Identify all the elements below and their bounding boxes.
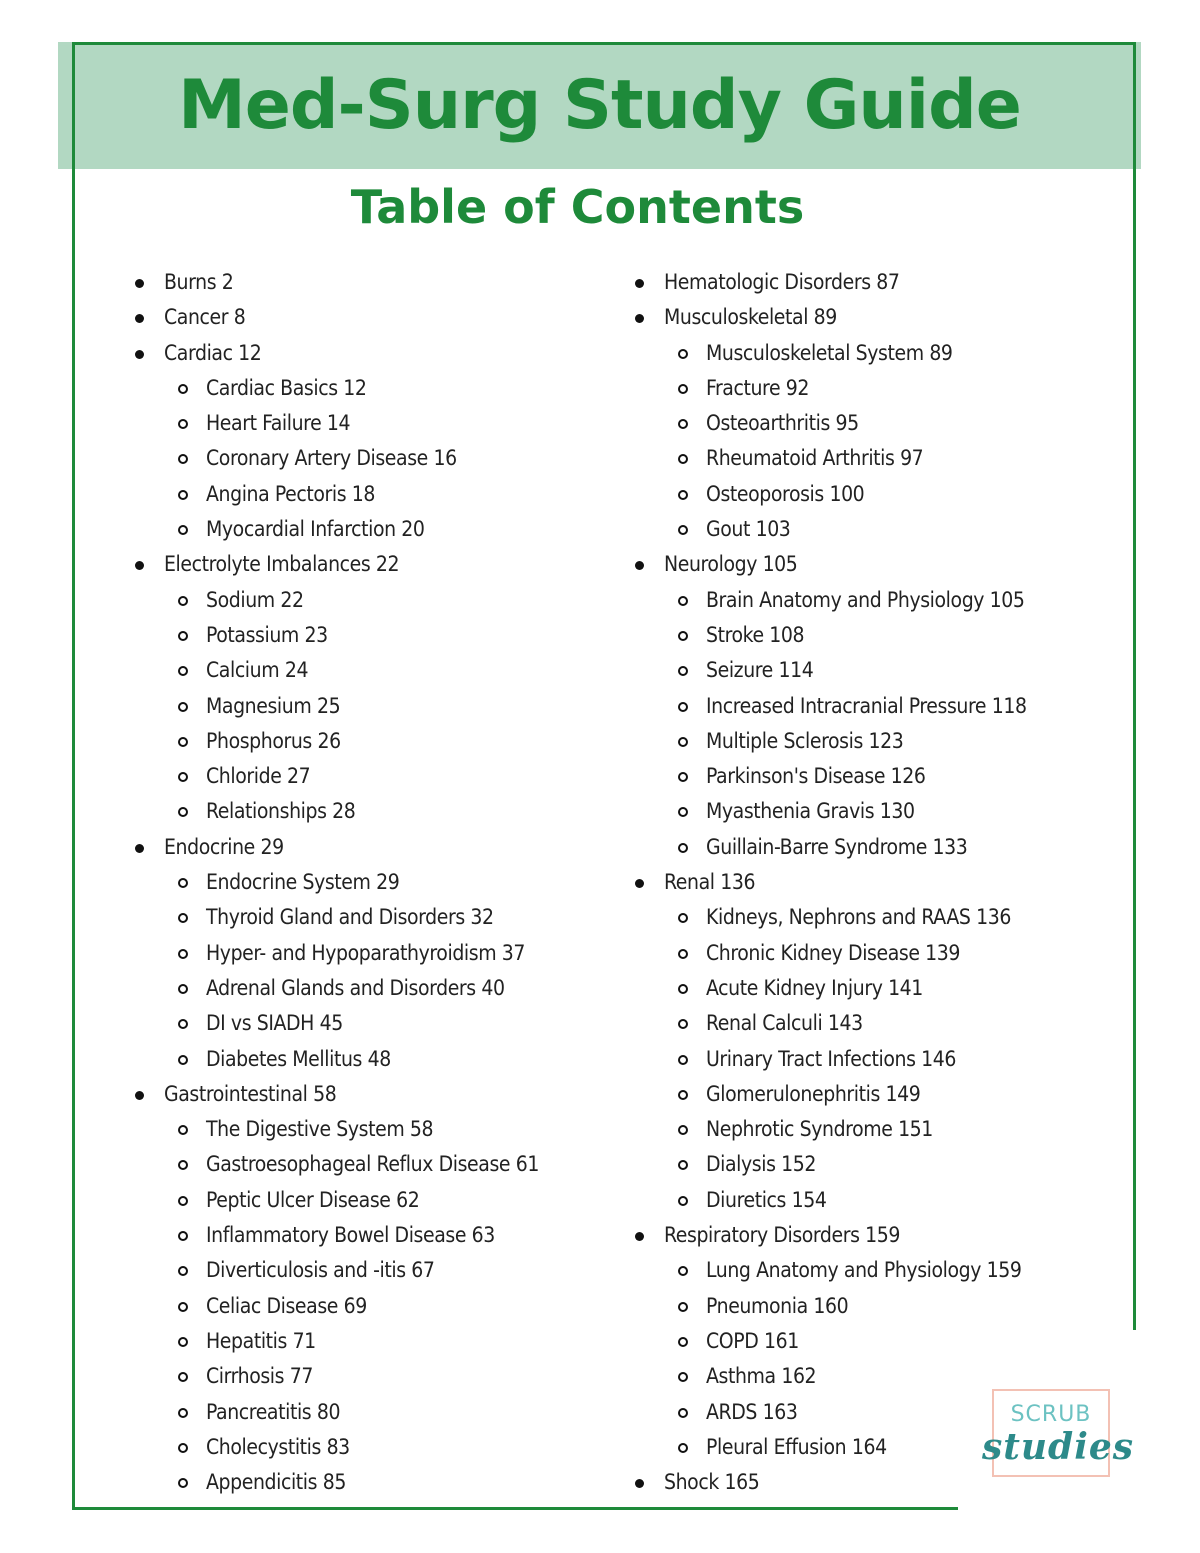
- bullet-ring-icon: [678, 1302, 688, 1312]
- bullet-ring-icon: [678, 843, 688, 853]
- toc-entry-text: Endocrine System 29: [206, 870, 400, 895]
- bullet-dot-icon: [635, 314, 644, 323]
- toc-entry-text: Cirrhosis 77: [206, 1364, 313, 1389]
- toc-subsection-entry: [130, 371, 600, 406]
- toc-subsection-entry: [630, 512, 1100, 547]
- toc-entry-text: Cancer 8: [164, 305, 246, 330]
- bullet-dot-icon: [635, 1232, 644, 1241]
- bullet-ring-icon: [678, 1196, 688, 1206]
- toc-subsection-entry: [130, 971, 600, 1006]
- toc-subsection-entry: [130, 900, 600, 935]
- toc-entry-text: Magnesium 25: [206, 693, 341, 718]
- toc-entry-text: Cardiac Basics 12: [206, 375, 367, 400]
- bullet-ring-icon: [678, 807, 688, 817]
- bullet-dot-icon: [135, 279, 144, 288]
- toc-entry-text: Neurology 105: [664, 552, 798, 577]
- bullet-ring-icon: [178, 1266, 188, 1276]
- logo-top-text: SCRUB: [1010, 1402, 1092, 1427]
- toc-entry-text: Parkinson's Disease 126: [706, 764, 926, 789]
- toc-subsection-entry: [130, 794, 600, 829]
- toc-subsection-entry: [130, 441, 600, 476]
- toc-section-entry: [130, 547, 600, 582]
- toc-subsection-entry: [630, 1324, 1100, 1359]
- scrub-studies-logo: [960, 1386, 1156, 1480]
- bullet-ring-icon: [678, 737, 688, 747]
- bullet-ring-icon: [178, 984, 188, 994]
- bullet-dot-icon: [135, 350, 144, 359]
- bullet-ring-icon: [678, 1266, 688, 1276]
- toc-entry-text: Renal Calculi 143: [706, 1011, 863, 1036]
- toc-entry-text: Myasthenia Gravis 130: [706, 799, 915, 824]
- toc-entry-text: Cholecystitis 83: [206, 1434, 350, 1459]
- toc-right-column: [630, 265, 1100, 1500]
- toc-subsection-entry: [130, 724, 600, 759]
- bullet-ring-icon: [678, 913, 688, 923]
- toc-subsection-entry: [130, 1395, 600, 1430]
- toc-entry-text: The Digestive System 58: [206, 1117, 434, 1142]
- toc-entry-text: Increased Intracranial Pressure 118: [706, 693, 1027, 718]
- toc-subsection-entry: [130, 1147, 600, 1182]
- toc-entry-text: Respiratory Disorders 159: [664, 1223, 901, 1248]
- bullet-ring-icon: [178, 1443, 188, 1453]
- toc-entry-text: Brain Anatomy and Physiology 105: [706, 587, 1025, 612]
- toc-subsection-entry: [630, 1112, 1100, 1147]
- toc-entry-text: Kidneys, Nephrons and RAAS 136: [706, 905, 1011, 930]
- toc-subsection-entry: [630, 830, 1100, 865]
- bullet-dot-icon: [635, 561, 644, 570]
- bullet-ring-icon: [678, 1443, 688, 1453]
- toc-entry-text: DI vs SIADH 45: [206, 1011, 343, 1036]
- bullet-ring-icon: [678, 666, 688, 676]
- toc-entry-text: Nephrotic Syndrome 151: [706, 1117, 933, 1142]
- toc-entry-text: Hyper- and Hypoparathyroidism 37: [206, 940, 526, 965]
- toc-subsection-entry: [630, 653, 1100, 688]
- toc-section-entry: [130, 830, 600, 865]
- toc-subsection-entry: [130, 1359, 600, 1394]
- toc-entry-text: ARDS 163: [706, 1399, 798, 1424]
- bullet-dot-icon: [135, 561, 144, 570]
- bullet-ring-icon: [178, 1302, 188, 1312]
- toc-subsection-entry: [630, 371, 1100, 406]
- toc-subsection-entry: [630, 618, 1100, 653]
- toc-entry-text: COPD 161: [706, 1328, 799, 1353]
- bullet-ring-icon: [678, 702, 688, 712]
- toc-entry-text: Diuretics 154: [706, 1187, 827, 1212]
- toc-subsection-entry: [130, 1183, 600, 1218]
- bullet-ring-icon: [678, 454, 688, 464]
- toc-section-entry: [630, 865, 1100, 900]
- toc-entry-text: Seizure 114: [706, 658, 814, 683]
- bullet-ring-icon: [678, 596, 688, 606]
- toc-subsection-entry: [630, 477, 1100, 512]
- bullet-ring-icon: [178, 807, 188, 817]
- toc-entry-text: Renal 136: [664, 870, 756, 895]
- bullet-ring-icon: [178, 1408, 188, 1418]
- toc-subsection-entry: [630, 1147, 1100, 1182]
- bullet-ring-icon: [178, 454, 188, 464]
- bullet-ring-icon: [678, 631, 688, 641]
- bullet-ring-icon: [678, 1372, 688, 1382]
- toc-entry-text: Stroke 108: [706, 622, 805, 647]
- toc-subsection-entry: [130, 1289, 600, 1324]
- toc-section-entry: [630, 265, 1100, 300]
- bullet-ring-icon: [678, 1160, 688, 1170]
- toc-subsection-entry: [130, 1112, 600, 1147]
- toc-entry-text: Asthma 162: [706, 1364, 817, 1389]
- toc-subsection-entry: [630, 1253, 1100, 1288]
- bullet-ring-icon: [678, 772, 688, 782]
- bullet-ring-icon: [678, 1408, 688, 1418]
- bullet-ring-icon: [178, 419, 188, 429]
- toc-entry-text: Dialysis 152: [706, 1152, 816, 1177]
- toc-entry-text: Rheumatoid Arthritis 97: [706, 446, 924, 471]
- toc-entry-text: Multiple Sclerosis 123: [706, 728, 904, 753]
- toc-section-entry: [630, 1218, 1100, 1253]
- bullet-ring-icon: [678, 1019, 688, 1029]
- toc-entry-text: Peptic Ulcer Disease 62: [206, 1187, 420, 1212]
- toc-entry-text: Burns 2: [164, 270, 234, 294]
- bullet-dot-icon: [635, 1479, 644, 1488]
- toc-entry-text: Phosphorus 26: [206, 728, 341, 753]
- toc-entry-text: Osteoporosis 100: [706, 481, 865, 506]
- toc-entry-text: Gout 103: [706, 517, 791, 542]
- page-title: Med-Surg Study Guide: [178, 66, 1021, 145]
- bullet-ring-icon: [178, 1125, 188, 1135]
- toc-subsection-entry: [630, 1183, 1100, 1218]
- toc-heading: Table of Contents: [350, 180, 805, 234]
- bullet-ring-icon: [678, 490, 688, 500]
- bullet-ring-icon: [178, 702, 188, 712]
- toc-subsection-entry: [630, 1006, 1100, 1041]
- bullet-dot-icon: [135, 844, 144, 853]
- toc-entry-text: Cardiac 12: [164, 340, 262, 365]
- toc-entry-text: Urinary Tract Infections 146: [706, 1046, 956, 1071]
- bullet-ring-icon: [178, 1019, 188, 1029]
- bullet-ring-icon: [178, 1372, 188, 1382]
- toc-subsection-entry: [130, 1006, 600, 1041]
- toc-entry-text: Appendicitis 85: [206, 1470, 346, 1495]
- toc-subsection-entry: [630, 759, 1100, 794]
- toc-entry-text: Relationships 28: [206, 799, 356, 824]
- toc-entry-text: Adrenal Glands and Disorders 40: [206, 975, 505, 1000]
- bullet-ring-icon: [178, 666, 188, 676]
- bullet-ring-icon: [678, 949, 688, 959]
- toc-entry-text: Heart Failure 14: [206, 411, 351, 436]
- bullet-dot-icon: [135, 1091, 144, 1100]
- bullet-ring-icon: [678, 1090, 688, 1100]
- toc-entry-text: Gastroesophageal Reflux Disease 61: [206, 1152, 539, 1177]
- bullet-ring-icon: [678, 419, 688, 429]
- toc-entry-text: Lung Anatomy and Physiology 159: [706, 1258, 1022, 1283]
- toc-subsection-entry: [630, 794, 1100, 829]
- toc-entry-text: Acute Kidney Injury 141: [706, 975, 923, 1000]
- bullet-ring-icon: [178, 631, 188, 641]
- bullet-ring-icon: [178, 490, 188, 500]
- toc-subsection-entry: [630, 900, 1100, 935]
- toc-subsection-entry: [130, 512, 600, 547]
- toc-entry-text: Gastrointestinal 58: [164, 1081, 337, 1106]
- toc-subsection-entry: [130, 1324, 600, 1359]
- bullet-ring-icon: [178, 878, 188, 888]
- toc-entry-text: Celiac Disease 69: [206, 1293, 367, 1318]
- bullet-ring-icon: [678, 384, 688, 394]
- bullet-ring-icon: [178, 596, 188, 606]
- toc-subsection-entry: [130, 759, 600, 794]
- toc-subsection-entry: [130, 936, 600, 971]
- toc-subsection-entry: [630, 936, 1100, 971]
- toc-subsection-entry: [130, 1042, 600, 1077]
- bullet-ring-icon: [178, 1196, 188, 1206]
- toc-entry-text: Angina Pectoris 18: [206, 481, 376, 506]
- bullet-ring-icon: [678, 349, 688, 359]
- logo-script-text: studies: [981, 1426, 1135, 1468]
- toc-entry-text: Myocardial Infarction 20: [206, 517, 425, 542]
- toc-subsection-entry: [130, 477, 600, 512]
- bullet-ring-icon: [678, 1337, 688, 1347]
- toc-entry-text: Diverticulosis and -itis 67: [206, 1258, 435, 1283]
- toc-subsection-entry: [130, 618, 600, 653]
- toc-entry-text: Hematologic Disorders 87: [664, 270, 900, 294]
- toc-subsection-entry: [130, 865, 600, 900]
- bullet-ring-icon: [178, 1055, 188, 1065]
- toc-entry-text: Musculoskeletal System 89: [706, 340, 953, 365]
- toc-subsection-entry: [130, 583, 600, 618]
- toc-section-entry: [630, 547, 1100, 582]
- toc-section-entry: [630, 300, 1100, 335]
- toc-section-entry: [130, 336, 600, 371]
- bullet-ring-icon: [178, 1337, 188, 1347]
- bullet-ring-icon: [178, 1231, 188, 1241]
- toc-entry-text: Potassium 23: [206, 622, 328, 647]
- bullet-ring-icon: [178, 913, 188, 923]
- toc-entry-text: Inflammatory Bowel Disease 63: [206, 1223, 495, 1248]
- bullet-ring-icon: [178, 772, 188, 782]
- toc-subsection-entry: [630, 1289, 1100, 1324]
- toc-entry-text: Fracture 92: [706, 375, 810, 400]
- toc-subsection-entry: [630, 971, 1100, 1006]
- toc-entry-text: Coronary Artery Disease 16: [206, 446, 457, 471]
- toc-entry-text: Glomerulonephritis 149: [706, 1081, 921, 1106]
- toc-entry-text: Osteoarthritis 95: [706, 411, 859, 436]
- toc-subsection-entry: [630, 441, 1100, 476]
- toc-subsection-entry: [630, 406, 1100, 441]
- toc-entry-text: Shock 165: [664, 1470, 760, 1495]
- toc-entry-text: Hepatitis 71: [206, 1328, 316, 1353]
- toc-left-column: [130, 265, 600, 1500]
- toc-section-entry: [130, 300, 600, 335]
- bullet-ring-icon: [178, 737, 188, 747]
- toc-subsection-entry: [630, 689, 1100, 724]
- toc-section-entry: [130, 1077, 600, 1112]
- toc-subsection-entry: [130, 1430, 600, 1465]
- toc-subsection-entry: [130, 1465, 600, 1500]
- bullet-dot-icon: [635, 879, 644, 888]
- toc-entry-text: Chloride 27: [206, 764, 311, 789]
- toc-subsection-entry: [630, 724, 1100, 759]
- toc-entry-text: Musculoskeletal 89: [664, 305, 837, 330]
- bullet-ring-icon: [178, 525, 188, 535]
- toc-entry-text: Pleural Effusion 164: [706, 1434, 887, 1459]
- bullet-ring-icon: [178, 949, 188, 959]
- toc-entry-text: Calcium 24: [206, 658, 309, 683]
- toc-subsection-entry: [630, 1077, 1100, 1112]
- toc-subsection-entry: [630, 1042, 1100, 1077]
- toc-subsection-entry: [130, 406, 600, 441]
- toc-subsection-entry: [130, 653, 600, 688]
- bullet-ring-icon: [178, 384, 188, 394]
- toc-entry-text: Guillain-Barre Syndrome 133: [706, 834, 968, 859]
- toc-entry-text: Chronic Kidney Disease 139: [706, 940, 961, 965]
- bullet-ring-icon: [178, 1160, 188, 1170]
- toc-entry-text: Electrolyte Imbalances 22: [164, 552, 400, 577]
- toc-subsection-entry: [130, 689, 600, 724]
- bullet-ring-icon: [678, 984, 688, 994]
- toc-entry-text: Pneumonia 160: [706, 1293, 849, 1318]
- toc-entry-text: Pancreatitis 80: [206, 1399, 341, 1424]
- toc-entry-text: Endocrine 29: [164, 834, 284, 859]
- toc-entry-text: Thyroid Gland and Disorders 32: [206, 905, 494, 930]
- toc-section-entry: [130, 265, 600, 300]
- bullet-ring-icon: [678, 1125, 688, 1135]
- toc-subsection-entry: [130, 1253, 600, 1288]
- toc-subsection-entry: [630, 583, 1100, 618]
- bullet-dot-icon: [135, 314, 144, 323]
- bullet-ring-icon: [678, 525, 688, 535]
- toc-entry-text: Sodium 22: [206, 587, 304, 612]
- bullet-ring-icon: [678, 1055, 688, 1065]
- toc-entry-text: Diabetes Mellitus 48: [206, 1046, 391, 1071]
- toc-subsection-entry: [630, 336, 1100, 371]
- bullet-dot-icon: [635, 279, 644, 288]
- bullet-ring-icon: [178, 1478, 188, 1488]
- toc-subsection-entry: [130, 1218, 600, 1253]
